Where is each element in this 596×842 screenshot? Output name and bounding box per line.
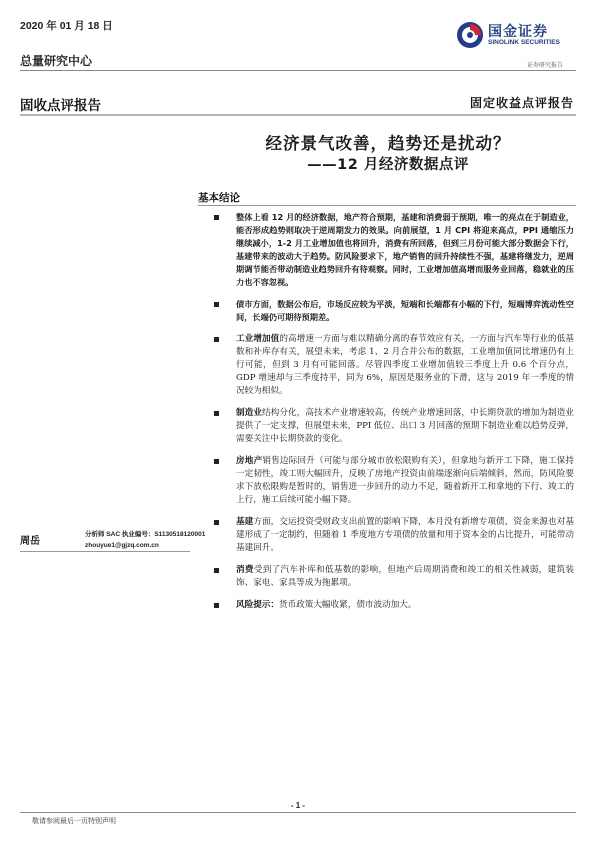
header-divider xyxy=(20,70,576,71)
section-heading: 基本结论 xyxy=(198,192,240,204)
item-lead: 基建 xyxy=(236,517,254,527)
bullet-icon xyxy=(214,215,219,220)
footer-disclaimer: 敬请参阅最后一页特别声明 xyxy=(32,817,116,825)
bullet-icon xyxy=(214,568,219,573)
title-divider xyxy=(20,114,576,116)
item-text: 结构分化，高技术产业增速较高，传统产业增速回落，中长期贷款的增加为制造业提供了一定支撑，但展望未来，PPI 低位、出口 3 月回落的预期下制造业难以趋势反弹，需要关注中长期贷款的变化。 xyxy=(236,408,574,444)
report-type-left: 固收点评报告 xyxy=(20,98,101,114)
item-text: 的高增速一方面与难以精确分离的春节效应有关，一方面与汽车等行业的低基数和补库存有关，展望未来，考虑 1、2 月合并公布的数据，工业增加值同比增速仍有上行可能，但到 3 月有可能回落。尽管四季度工业增加值较三季度上升 0.6 个百分点，GDP 增速却与三季度持平，同为 6%，原因是服务业的下滑，这与 2019 年一季度的情况较为相似。 xyxy=(236,334,574,396)
bullet-icon xyxy=(214,337,219,342)
bullet-icon xyxy=(214,411,219,416)
logo-english-name: SINOLINK SECURITIES xyxy=(488,39,560,46)
bullet-icon xyxy=(214,302,219,307)
analyst-name: 周岳 xyxy=(20,536,40,547)
list-item xyxy=(212,298,574,324)
logo-chinese-name: 国金证券 xyxy=(488,24,548,40)
conclusion-list xyxy=(212,211,574,621)
item-lead: 风险提示： xyxy=(236,600,279,610)
item-text: 销售边际回升（可能与部分城市放松限购有关），但拿地与新开工下降，施工保持一定韧性，竣工则大幅回升，反映了房地产投资由前端逐渐向后端倾斜，然而，防风险要求下放松限购是暂时的，销售进一步回升的动力不足，随着新开工和拿地的下行、竣工的上行，施工后续可能小幅下降。 xyxy=(236,456,574,505)
list-item xyxy=(212,516,574,555)
list-item xyxy=(212,455,574,507)
report-date: 2020 年 01 月 18 日 xyxy=(20,20,113,32)
bullet-icon xyxy=(214,520,219,525)
page-number: - 1 - xyxy=(290,801,306,810)
bullet-icon xyxy=(214,459,219,464)
list-item xyxy=(212,599,574,612)
list-item xyxy=(212,564,574,590)
item-text: 方面，交运投资受财政支出前置的影响下降，本月没有新增专项债，资金来源也对基建形成了一定制约，但随着 1 季度地方专项债的放量和用于资本金的占比提升，可能带动基建回升。 xyxy=(236,517,574,553)
report-type-right: 固定收益点评报告 xyxy=(469,96,574,110)
analyst-divider xyxy=(20,551,190,552)
item-text: 整体上看 12 月的经济数据，地产符合预期，基建和消费弱于预期，唯一的亮点在于制造业，能否形成趋势则取决于逆周期发力的效果。向前展望，1 月 CPI 将迎来高点，PPI 通缩压力继续减小，1-2 月工业增加值也将回升，消费有所回落，但到三月份可能大部分数据会下行，基建带来的波动大于趋势。防风险要求下，地产销售的回升持续性不强，基建将继发力，逆周期调节能否带动制造业趋势回升有待观察。同时，工业增加值高增而服务业回落，稳就业的压力也不容忽视。 xyxy=(236,212,574,287)
list-item xyxy=(212,407,574,446)
bullet-icon xyxy=(214,603,219,608)
item-text: 债市方面，数据公布后，市场反应较为平淡，短端和长端都有小幅的下行，短端博弈流动性空间，长端仍可期待预期差。 xyxy=(236,299,574,322)
footer-divider xyxy=(20,812,576,813)
department-name: 总量研究中心 xyxy=(20,54,93,68)
section-divider xyxy=(198,205,576,206)
report-title: 经济景气改善，趋势还是扰动？ xyxy=(265,134,511,153)
item-text: 受到了汽车补库和低基数的影响，但地产后周期消费和竣工的相关性减弱，建筑装饰、家电、家具等成为拖累项。 xyxy=(236,565,574,588)
list-item xyxy=(212,211,574,289)
logo-subtitle: 证券研究报告 xyxy=(527,62,564,69)
item-lead: 消费 xyxy=(236,565,254,575)
sinolink-logo xyxy=(455,20,575,54)
analyst-sac-number: 分析师 SAC 执业编号：S1130518120001 xyxy=(85,531,206,538)
list-item xyxy=(212,333,574,398)
sinolink-logo-icon xyxy=(455,20,485,50)
analyst-info xyxy=(85,529,205,551)
analyst-email[interactable]: zhouyue1@gjzq.com.cn xyxy=(85,542,159,549)
item-lead: 工业增加值 xyxy=(236,334,280,344)
report-subtitle: ——12 月经济数据点评 xyxy=(307,157,469,173)
item-text: 货币政策大幅收紧，债市波动加大。 xyxy=(278,600,417,610)
item-lead: 房地产 xyxy=(236,456,263,466)
item-lead: 制造业 xyxy=(236,408,263,418)
